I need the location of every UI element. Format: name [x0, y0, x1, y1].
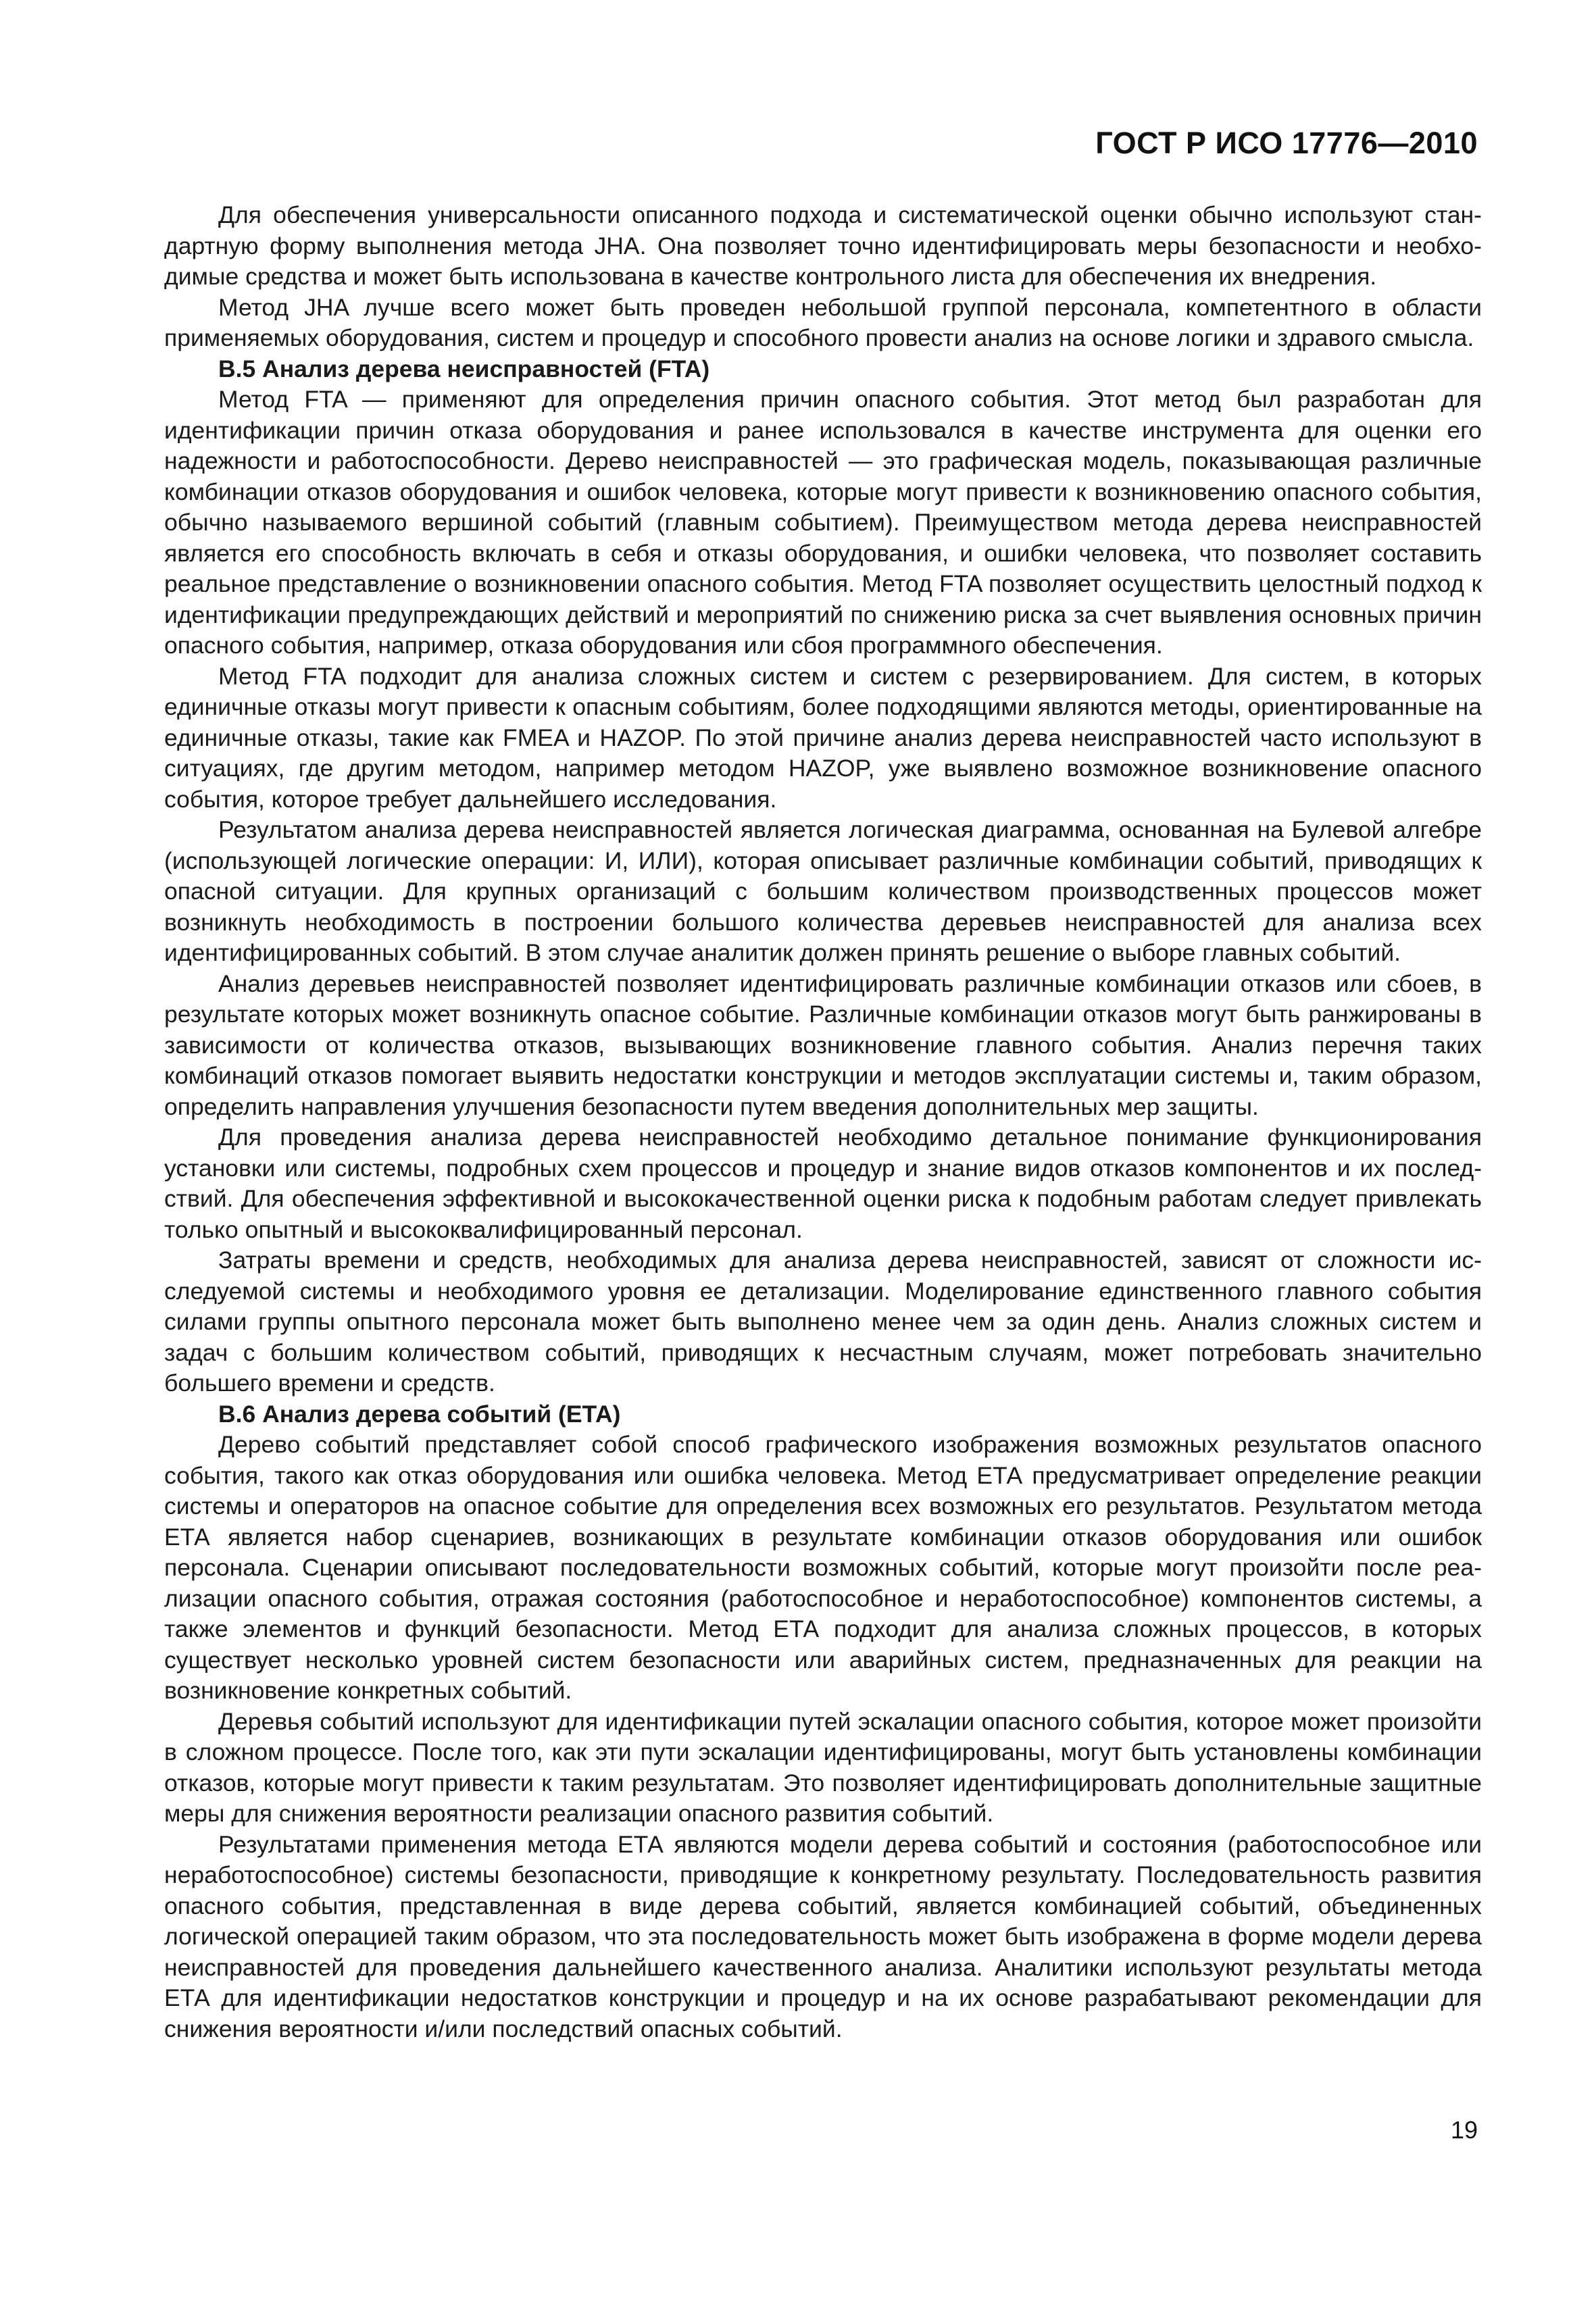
paragraph: Для обеспечения универсальности описанного подхода и систематической оценки обычно используют стандартную форму выполнения метода JHA. Она позволяет точно идентифицировать меры безопасности и необходимые средства и может быть использована в качестве контрольного листа для обеспечения их внедрения.	[164, 201, 1482, 290]
paragraph: Затраты времени и средств, необходимых для анализа дерева неисправностей, зависят от сложности исследуемой системы и необходимого уровня ее детализации. Моделирование единственного главного события силами группы опытного персонала может быть выполнено менее чем за один день. Анализ сложных систем и задач с большим количеством событий, приводящих к несчастным случаям, может потребовать значительно большего времени и средств.	[164, 1247, 1482, 1397]
document-body	[164, 200, 1482, 2044]
section-heading-b5: В.5 Анализ дерева неисправностей (FTA)	[218, 355, 710, 382]
page-number: 19	[1450, 2116, 1478, 2144]
paragraph: Метод JHA лучше всего может быть проведен небольшой группой персонала, компетентного в области применяемых оборудования, систем и процедур и способного провести анализ на основе логики и здравого смысла.	[164, 293, 1482, 351]
section-heading-b6: В.6 Анализ дерева событий (ЕТА)	[218, 1400, 621, 1428]
document-header: ГОСТ Р ИСО 17776—2010	[1095, 126, 1478, 160]
paragraph: Метод FTA — применяют для определения причин опасного события. Этот метод был разработан для идентификации причин отказа оборудования и ранее использовался в качестве инструмента для оценки его надежности и работоспособности. Дерево неисправностей — это графическая модель, показывающая различные комбинации отказов оборудования и ошибок человека, которые могут привести к возникновению опасного события, обычно называемого вершиной событий (главным событием). Преимуществом метода дерева неисправностей является его способность включать в себя и отказы оборудования, и ошибки человека, что позволяет составить реальное представление о возникновении опасного события. Метод FTA позволяет осуществить целостный подход к идентификации предупреждающих действий и мероприятий по снижению риска за счет выявления основных причин опасного события, например, отказа оборудования или сбоя программного обеспечения.	[164, 386, 1482, 659]
paragraph: Дерево событий представляет собой способ графического изображения возможных результатов опасного события, такого как отказ оборудования или ошибка человека. Метод ЕТА предусматривает определение реакции системы и операторов на опасное событие для определения всех возможных его результатов. Результатом метода ЕТА является набор сценариев, возникающих в результате комбинации отказов оборудования или ошибок персонала. Сценарии описывают последовательности возможных событий, которые могут произойти после реализации опасного события, отражая состояния (работоспособное и неработоспособное) компонентов системы, а также элементов и функций безопасности. Метод ЕТА подходит для анализа сложных процессов, в которых существует несколько уровней систем безопасности или аварийных систем, предназначенных для реакции на возникновение конкретных событий.	[164, 1431, 1482, 1704]
paragraph: Анализ деревьев неисправностей позволяет идентифицировать различные комбинации отказов или сбоев, в результате которых может возникнуть опасное событие. Различные комбинации отказов могут быть ранжированы в зависимости от количества отказов, вызывающих возникновение главного события. Анализ перечня таких комбинаций отказов помогает выявить недостатки конструкции и методов эксплуатации системы и, таким образом, определить направления улучшения безопасности путем введения дополнительных мер защиты.	[164, 970, 1482, 1120]
paragraph: Метод FTA подходит для анализа сложных систем и систем с резервированием. Для систем, в которых единичные отказы могут привести к опасным событиям, более подходящими являются методы, ориентированные на единичные отказы, такие как FMEA и HAZOP. По этой причине анализ дерева неисправностей часто используют в ситуациях, где другим методом, например методом HAZOP, уже выявлено возможное возникновение опасного события, которое требует дальнейшего исследования.	[164, 662, 1482, 813]
paragraph: Деревья событий используют для идентификации путей эскалации опасного события, которое может произойти в сложном процессе. После того, как эти пути эскалации идентифицированы, могут быть установлены комбинации отказов, которые могут привести к таким результатам. Это позволяет идентифицировать дополнительные защитные меры для снижения вероятности реализации опасного развития событий.	[164, 1707, 1482, 1827]
paragraph: Результатами применения метода ЕТА являются модели дерева событий и состояния (работоспособное или неработоспособное) системы безопасности, приводящие к конкретному результату. Последовательность развития опасного события, представленная в виде дерева событий, является комбинацией событий, объединенных логической операцией таким образом, что эта последовательность может быть изображена в форме модели дерева неисправностей для проведения дальнейшего качественного анализа. Аналитики используют результаты метода ЕТА для идентификации недостатков конструкции и процедур и на их основе разрабатывают рекомендации для снижения вероятности и/или последствий опасных событий.	[164, 1830, 1482, 2042]
paragraph: Результатом анализа дерева неисправностей является логическая диаграмма, основанная на Булевой алгебре (использующей логические операции: И, ИЛИ), которая описывает различные комбинации событий, приводящих к опасной ситуации. Для крупных организаций с большим количеством производственных процессов может возникнуть необходимость в построении большого количества деревьев неисправностей для анализа всех идентифицированных событий. В этом случае аналитик должен принять решение о выборе главных событий.	[164, 816, 1482, 966]
paragraph: Для проведения анализа дерева неисправностей необходимо детальное понимание функционирования установки или системы, подробных схем процессов и процедур и знание видов отказов компонентов и их последствий. Для обеспечения эффективной и высококачественной оценки риска к подобным работам следует привлекать только опытный и высококвалифицированный персонал.	[164, 1124, 1482, 1243]
